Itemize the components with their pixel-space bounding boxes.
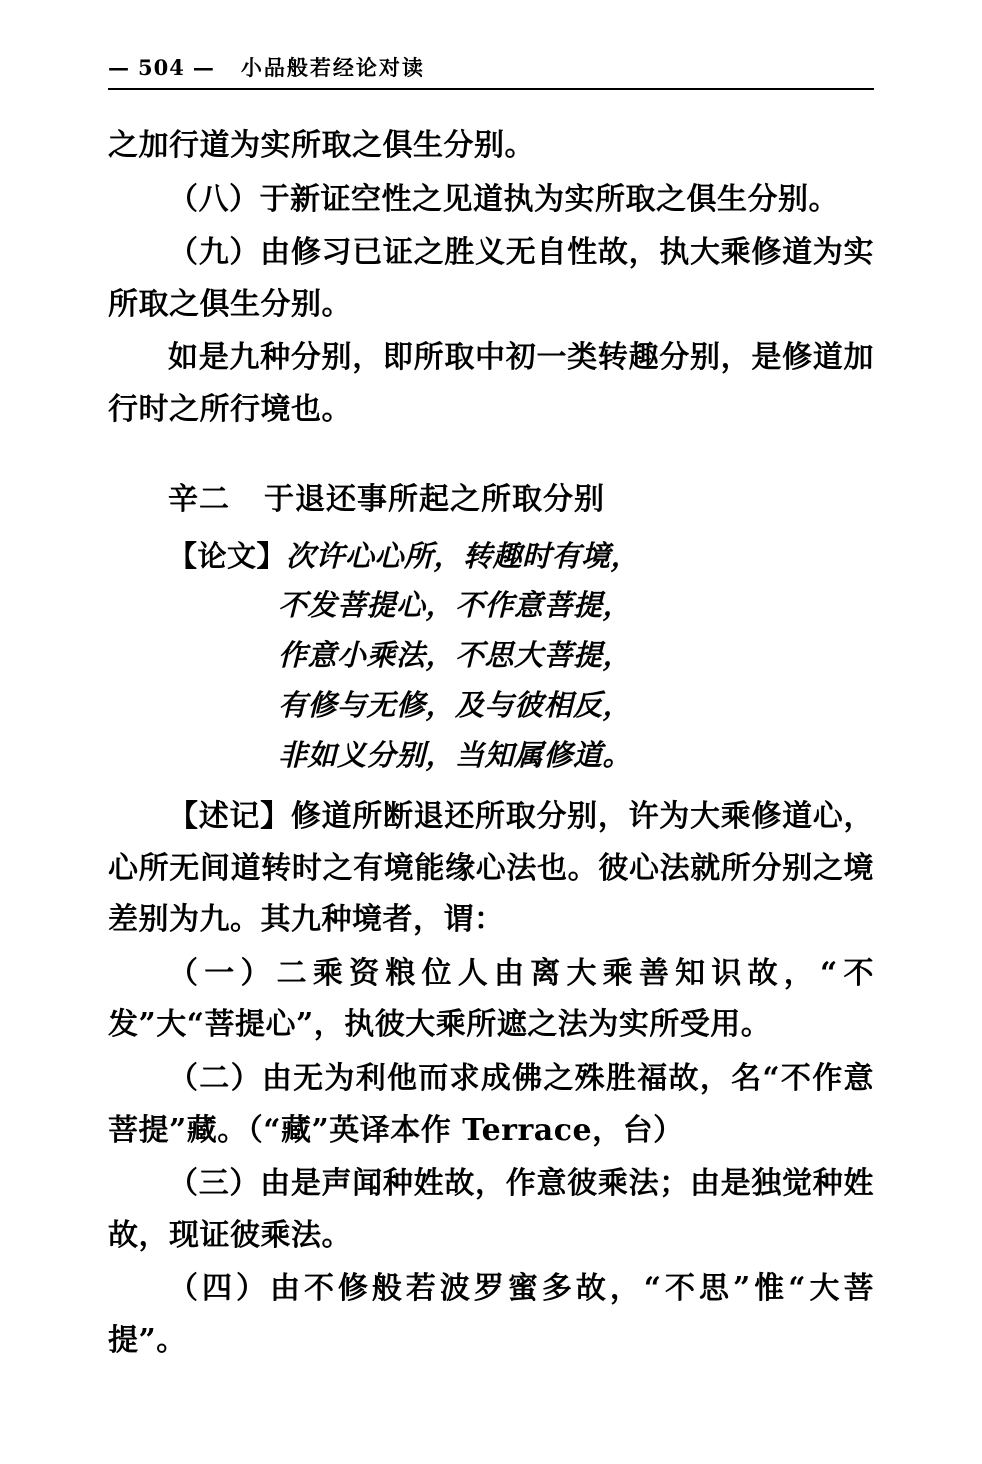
- commentary-item-2: （二）由无为利他而求成佛之殊胜福故，名“不作意菩提”藏。（“藏”英译本作 Terrace，台）: [108, 1060, 874, 1148]
- verse-label: 【论文】: [168, 538, 287, 573]
- paragraph-item-9: （九）由修习已证之胜义无自性故，执大乘修道为实所取之俱生分别。: [108, 235, 874, 322]
- header-rule: [108, 88, 874, 90]
- header-dash-right: —: [192, 55, 215, 80]
- commentary-item-1: （一）二乘资粮位人由离大乘善知识故，“不发”大“菩提心”，执彼大乘所遮之法为实所受用。: [108, 955, 874, 1043]
- commentary-intro: [108, 791, 874, 946]
- header-dash-left: —: [108, 55, 130, 80]
- book-title: 小品般若经论对读: [240, 55, 425, 80]
- commentary-item-4: （四）由不修般若波罗蜜多故，“不思”惟“大菩提”。: [108, 1271, 874, 1358]
- paragraph-summary: 如是九种分别，即所取中初一类转趣分别，是修道加行时之所行境也。: [108, 340, 874, 427]
- paragraph-item-8: （八）于新证空性之见道执为实所取之俱生分别。: [168, 181, 839, 217]
- verse-text-1: 次许心心所，转趣时有境，: [286, 538, 641, 573]
- section-number: 辛二: [168, 481, 230, 517]
- section-heading: [108, 474, 874, 518]
- paragraph-continued: 之加行道为实所取之俱生分别。: [108, 128, 535, 163]
- verse-line-5: 非如义分别，当知属修道。: [278, 738, 633, 773]
- verse-line-4: 有修与无修，及与彼相反，: [278, 688, 633, 723]
- commentary-intro-text: 修道所断退还所取分别，许为大乘修道心，心所无间道转时之有境能缘心法也。彼心法就所分别之境差别为九。其九种境者，谓：: [108, 798, 875, 938]
- commentary-label: 【述记】: [168, 798, 291, 834]
- commentary-item-3: （三）由是声闻种姓故，作意彼乘法；由是独觉种姓故，现证彼乘法。: [108, 1166, 874, 1253]
- verse-line-3: 作意小乘法，不思大菩提，: [278, 638, 633, 673]
- verse-line-1: [108, 532, 874, 582]
- section-title: 于退还事所起之所取分别: [264, 481, 605, 517]
- page-number: 504: [138, 55, 185, 80]
- page-content: [108, 52, 874, 1368]
- verse-line-2: 不发菩提心，不作意菩提，: [278, 588, 633, 623]
- page-header: [108, 52, 874, 82]
